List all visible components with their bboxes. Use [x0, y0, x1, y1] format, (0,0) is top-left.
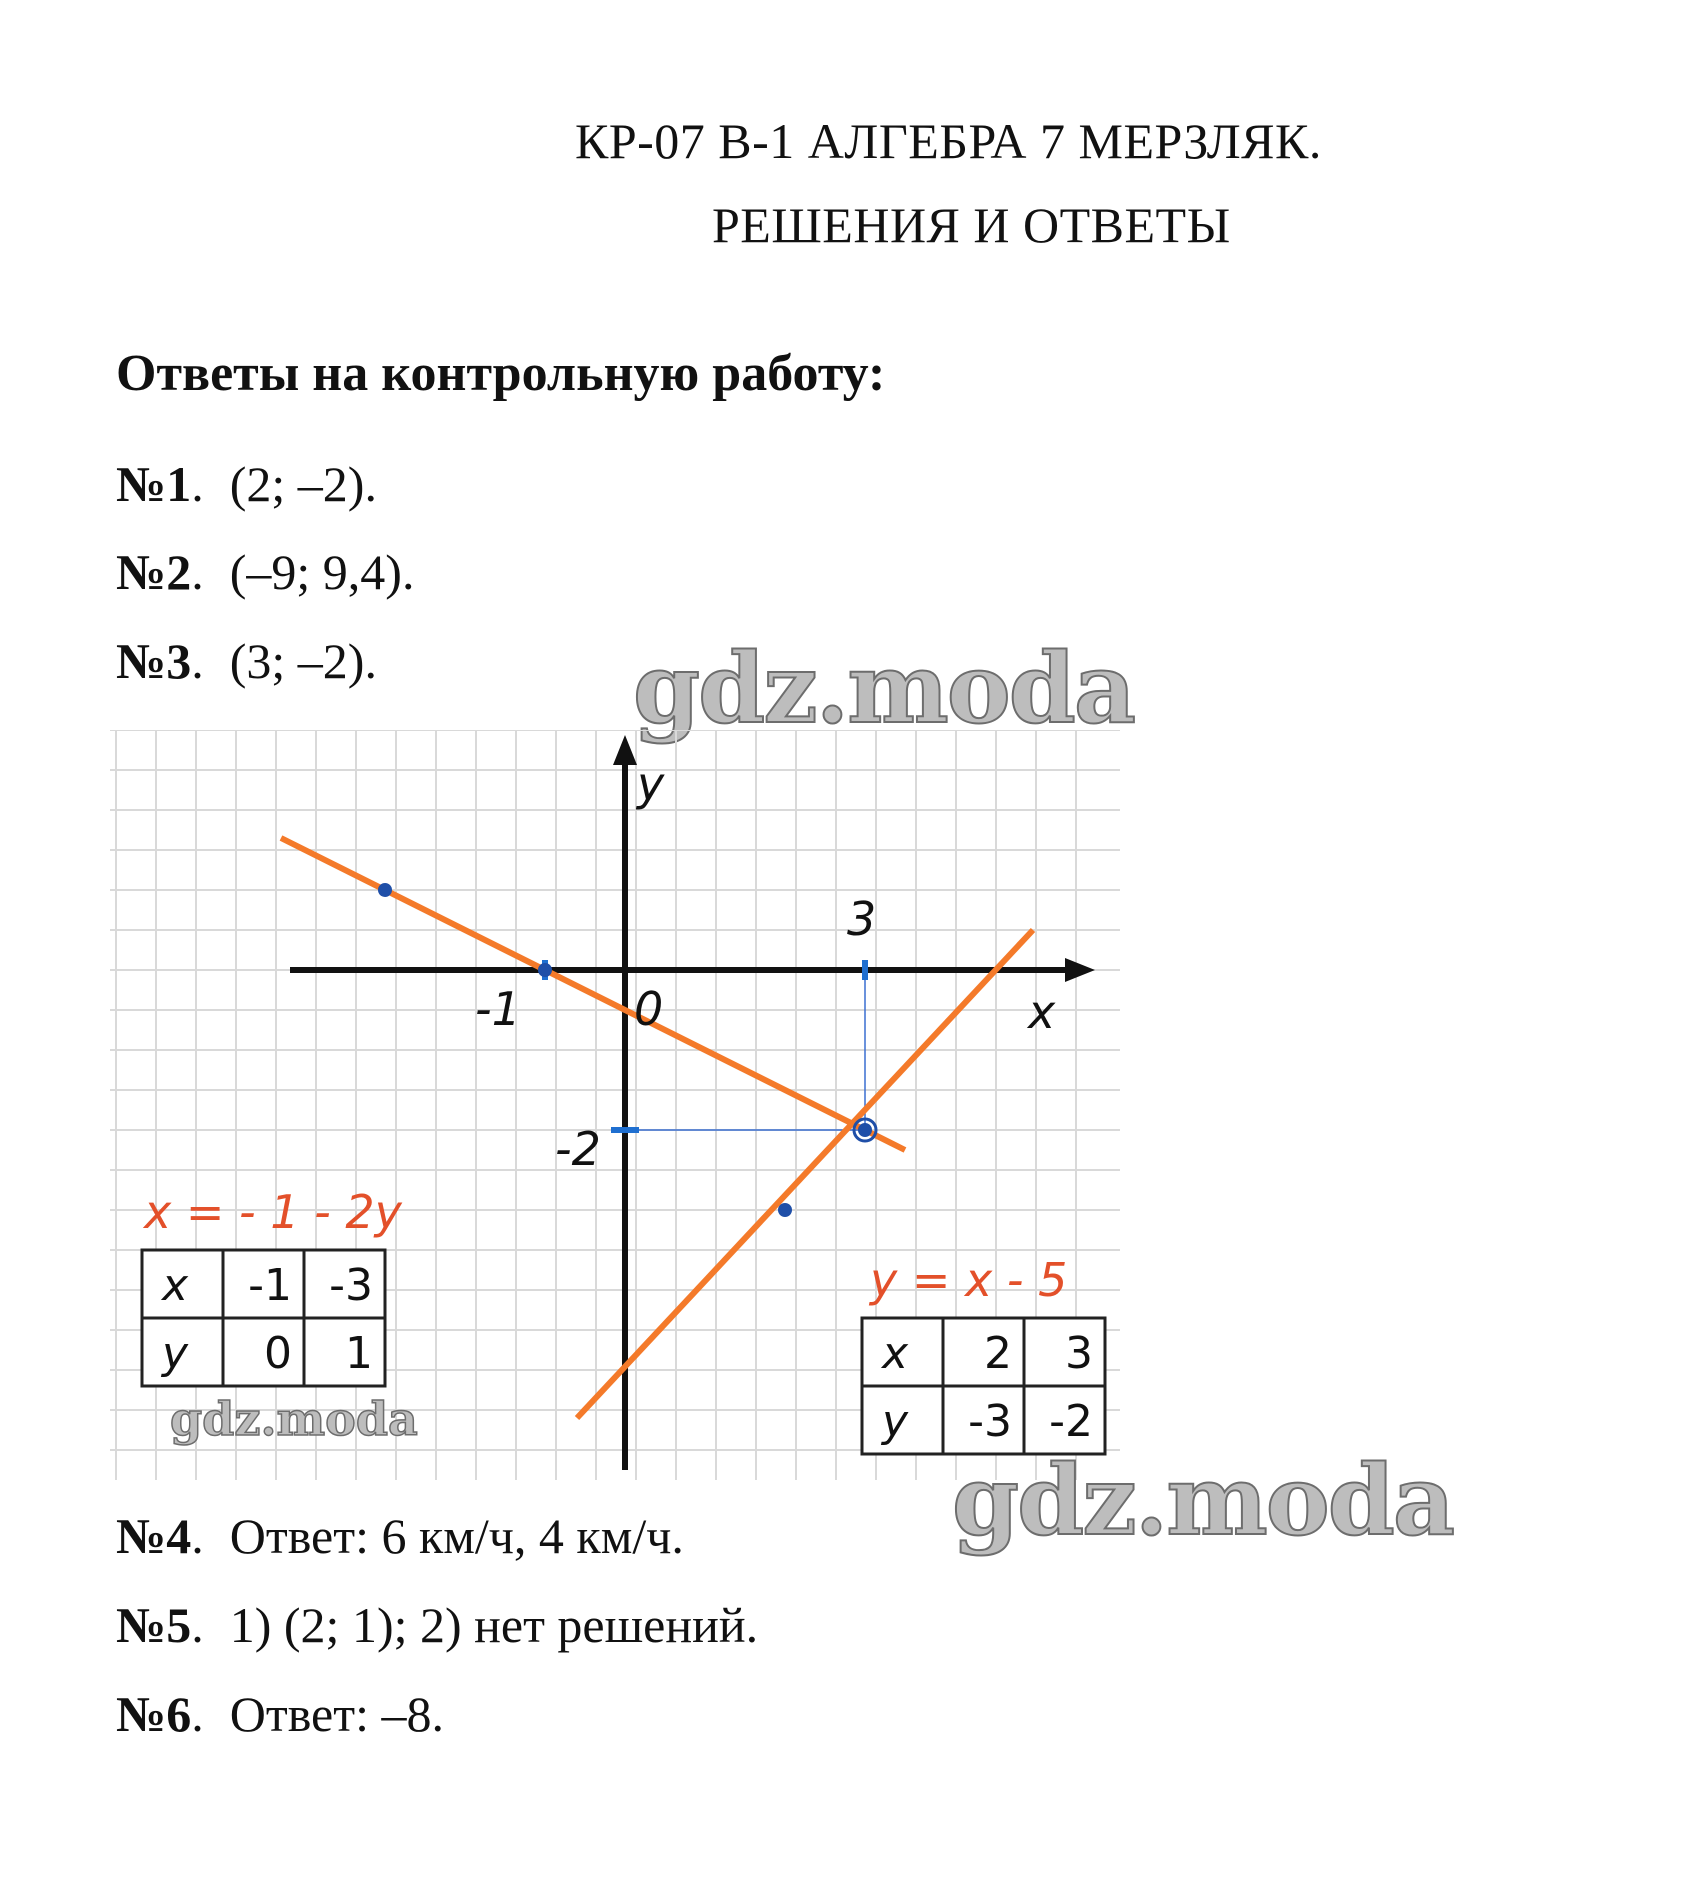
table-cell: -3 — [329, 1260, 373, 1311]
answer-6: №6. Ответ: –8. — [116, 1686, 444, 1742]
y-axis-label: y — [637, 757, 665, 811]
x-axis-arrow — [1065, 958, 1095, 982]
graph-figure — [110, 730, 1130, 1490]
data-point — [778, 1203, 792, 1217]
table-cell: -1 — [248, 1260, 292, 1311]
answer-number: №3 — [116, 633, 192, 689]
answer-5: №5. 1) (2; 1); 2) нет решений. — [116, 1597, 759, 1653]
answer-number: №2 — [116, 544, 192, 600]
answer-4: №4. Ответ: 6 км/ч, 4 км/ч. — [116, 1508, 684, 1564]
data-point — [378, 883, 392, 897]
table-cell: y — [882, 1396, 909, 1447]
table-cell: y — [162, 1328, 189, 1379]
watermark: gdz.moda — [952, 1444, 1454, 1557]
answer-text: (–9; 9,4). — [229, 544, 415, 600]
table-cell: x — [162, 1260, 189, 1311]
y-axis-arrow — [613, 735, 637, 765]
origin-label: 0 — [634, 982, 664, 1036]
tick-label-x-3: 3 — [847, 892, 877, 946]
x-axis-label: x — [1028, 985, 1056, 1039]
series-line-1 — [281, 838, 905, 1150]
table-cell: 1 — [345, 1328, 373, 1379]
watermark: gdz.moda — [633, 632, 1135, 745]
data-point — [858, 1123, 872, 1137]
data-point — [538, 963, 552, 977]
tick-label-x-neg1: -1 — [475, 982, 521, 1036]
equation-label: y = x - 5 — [870, 1253, 1068, 1307]
table-eq2 — [862, 1253, 1105, 1454]
table-eq1 — [142, 1185, 403, 1386]
answer-number: №4 — [116, 1508, 192, 1564]
page-title: КР-07 В-1 АЛГЕБРА 7 МЕРЗЛЯК. — [575, 113, 1322, 169]
answer-text: (3; –2). — [229, 633, 377, 689]
answer-text: Ответ: 6 км/ч, 4 км/ч. — [229, 1508, 684, 1564]
answer-1: №1. (2; –2). — [116, 456, 377, 512]
section-heading: Ответы на контрольную работу: — [116, 345, 886, 402]
equation-label: x = - 1 - 2y — [144, 1185, 402, 1239]
watermark-small: gdz.moda — [170, 1392, 418, 1446]
answer-number: №6 — [116, 1686, 192, 1742]
table-cell: x — [882, 1328, 909, 1379]
table-cell: 3 — [1065, 1328, 1093, 1379]
answer-2: №2. (–9; 9,4). — [116, 544, 415, 600]
table-cell: -3 — [968, 1396, 1012, 1447]
answer-number: №1 — [116, 456, 192, 512]
answer-number: №5 — [116, 1597, 192, 1653]
table-cell: 2 — [984, 1328, 1012, 1379]
page-subtitle: РЕШЕНИЯ И ОТВЕТЫ — [712, 197, 1231, 253]
answer-text: Ответ: –8. — [229, 1686, 444, 1742]
answer-text: (2; –2). — [229, 456, 377, 512]
answer-3: №3. (3; –2). — [116, 633, 377, 689]
answer-text: 1) (2; 1); 2) нет решений. — [229, 1597, 759, 1653]
tick-label-y-neg2: -2 — [555, 1122, 601, 1176]
table-cell: -2 — [1049, 1396, 1093, 1447]
table-cell: 0 — [264, 1328, 292, 1379]
graph-labels — [475, 757, 1056, 1176]
